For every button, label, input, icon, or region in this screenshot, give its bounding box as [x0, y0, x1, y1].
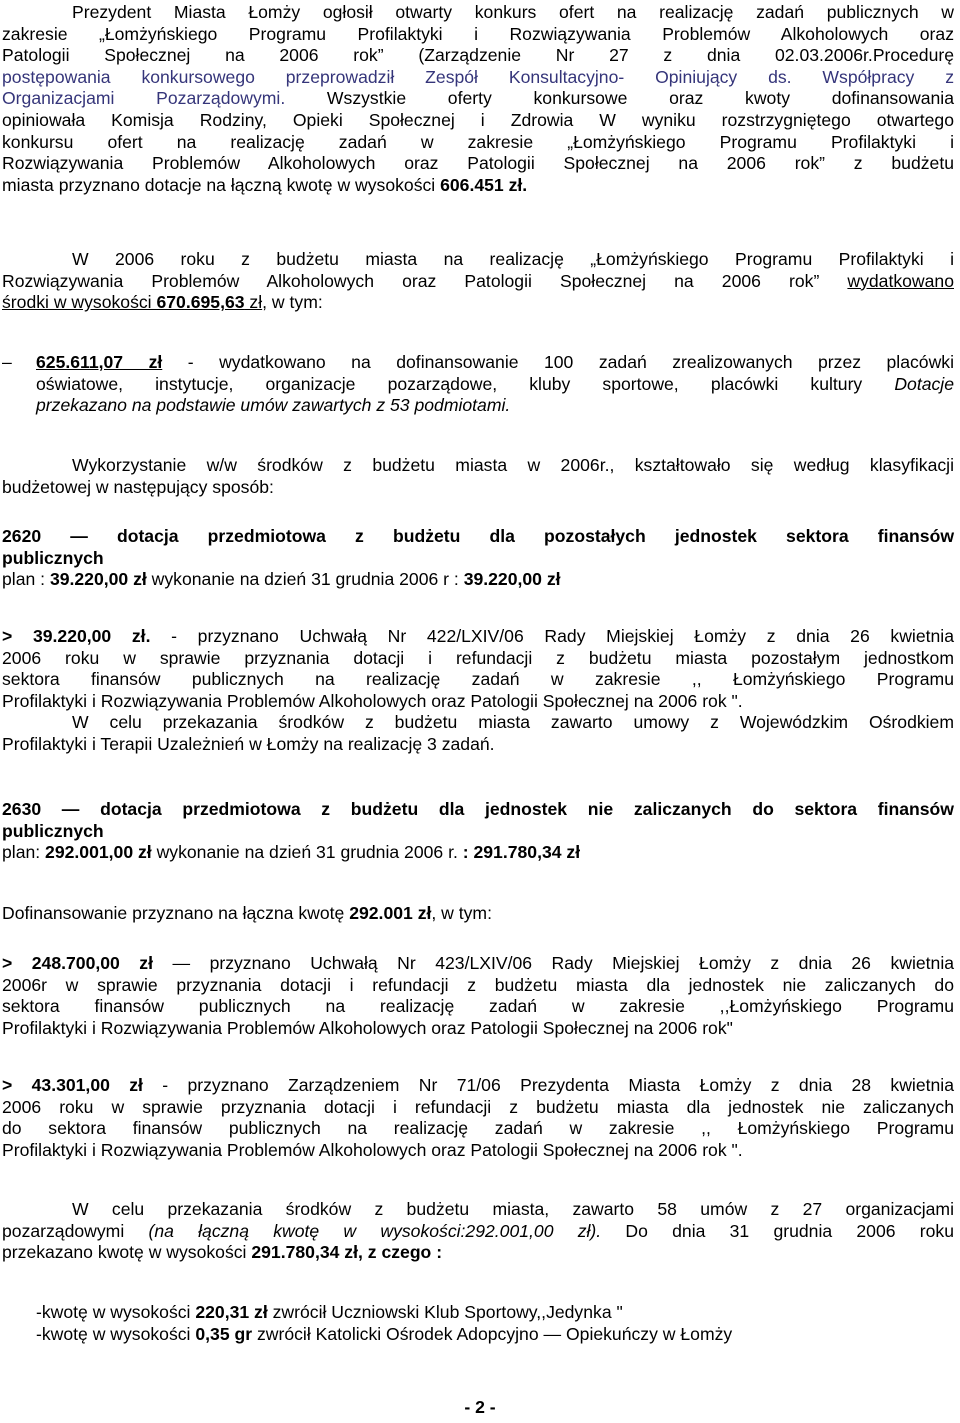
grants-line-1-text: - wydatkowano na dofinansowanie 100 zadań zrealizowanych przez placówki — [162, 352, 954, 372]
resolution-422-line-1-text: - przyznano Uchwałą Nr 422/LXIV/06 Rady Miejskiej Łomży z dnia 26 kwietnia — [150, 626, 954, 646]
refund-item-1-amount: 220,31 zł — [195, 1302, 268, 1322]
section-2630-exec-label: wykonanie na dzień 31 grudnia 2006 r. — [151, 842, 463, 863]
grants-dash: – — [2, 352, 12, 372]
intro-total-amount: 606.451 zł. — [440, 174, 528, 195]
section-2620-plan-value: 39.220,00 zł — [49, 569, 147, 590]
resolution-423-line-4: Profilaktyki i Rozwiązywania Problemów Alkoholowych oraz Patologii Społecznej na 2006 rok" — [2, 1017, 733, 1038]
resolution-423-paragraph — [2, 953, 954, 1039]
resolution-422-line-3: sektora finansów publicznych na realizację zadań w zakresie ,, Łomżyńskiego Programu — [2, 669, 954, 690]
intro-line-6: opiniowała Komisja Rodziny, Opieki Społecznej i Zdrowia W wyniku rozstrzygniętego otwartego — [2, 109, 954, 130]
section-2630-plan-value: 292.001,00 zł — [45, 842, 152, 863]
section-2630-plan-label: plan: — [2, 842, 46, 863]
section-2630-exec-value: : 291.780,34 zł — [462, 842, 581, 863]
resolution-422-amount: > 39.220,00 zł. — [2, 626, 151, 646]
section-2620-exec-value: 39.220,00 zł — [463, 569, 561, 590]
spending-paragraph — [2, 249, 954, 314]
intro-line-2: zakresie „Łomżyńskiego Programu Profilaktyki i Rozwiązywania Problemów Alkoholowych oraz — [2, 23, 954, 44]
classification-paragraph — [2, 455, 954, 498]
grants-line-2-italic: Dotacje — [894, 373, 954, 394]
page-number: - 2 - — [464, 1397, 496, 1417]
intro-line-8: Rozwiązywania Problemów Alkoholowych oraz Patologii Społecznej na 2006 rok” z budżetu — [2, 153, 954, 174]
cofinancing-text — [2, 903, 954, 925]
cofinancing-label: Dofinansowanie przyznano na łączna kwotę — [2, 903, 350, 923]
resolution-423-line-1-text: — przyznano Uchwałą Nr 423/LXIV/06 Rady Miejskiej Łomży z dnia 26 kwietnia — [153, 953, 955, 973]
spending-funds-label: środki w wysokości — [2, 292, 157, 313]
intro-line-5 — [2, 88, 954, 110]
order-71-line-1-text: - przyznano Zarządzeniem Nr 71/06 Prezydenta Miasta Łomży z dnia 28 kwietnia — [142, 1075, 954, 1095]
section-2620-exec-label: wykonanie na dzień 31 grudnia 2006 r : — [146, 569, 464, 590]
order-71-paragraph — [2, 1075, 954, 1161]
resolution-422-line-4: Profilaktyki i Rozwiązywania Problemów Alkoholowych oraz Patologii Społecznej na 2006 rok ". — [2, 690, 743, 711]
resolution-423-line-1 — [2, 953, 954, 975]
spending-spent-label: wydatkowano — [847, 270, 954, 291]
resolution-423-amount: > 248.700,00 zł — [2, 953, 153, 973]
spending-total-amount: 670.695,63 — [156, 292, 245, 313]
refund-item-1 — [36, 1302, 954, 1324]
refund-item-1-label: -kwotę w wysokości — [36, 1302, 196, 1322]
order-71-amount: > 43.301,00 zł — [2, 1075, 143, 1095]
classification-line-2: budżetowej w następujący sposób: — [2, 476, 274, 497]
grants-amount: 625.611,07 zł — [36, 352, 163, 372]
classification-line-1: Wykorzystanie w/w środków z budżetu miasta w 2006r., kształtowało się według klasyfikacji — [72, 455, 954, 475]
cofinancing-tail: , w tym: — [431, 903, 492, 923]
spending-line-3 — [2, 292, 954, 314]
section-2620-heading-cont: publicznych — [2, 547, 104, 568]
contracts-line-3-label: przekazano kwotę w wysokości — [2, 1242, 252, 1263]
refund-item-2 — [36, 1324, 954, 1346]
resolution-422-line-6: Profilaktyki i Terapii Uzależnień w Łomży na realizację 3 zadań. — [2, 733, 495, 754]
intro-line-5-organizations: Organizacjami Pozarządowymi. — [2, 88, 286, 109]
grants-line-1 — [2, 352, 954, 374]
intro-line-3: Patologii Społecznej na 2006 rok” (Zarządzenie Nr 27 z dnia 02.03.2006r.Procedurę — [2, 45, 954, 66]
spending-line-1: W 2006 roku z budżetu miasta na realizację „Łomżyńskiego Programu Profilaktyki i — [72, 249, 954, 269]
section-2620-plan-label: plan : — [2, 569, 50, 590]
refunds-list — [36, 1302, 954, 1345]
spending-currency: zł — [244, 292, 263, 313]
section-2630-plan-line — [2, 842, 954, 864]
contracts-line-3 — [2, 1242, 954, 1264]
section-2630 — [2, 799, 954, 864]
order-71-line-3: do sektora finansów publicznych na realizację zadań w zakresie ,, Łomżyńskiego Programu — [2, 1118, 954, 1139]
section-2620-heading: 2620 — dotacja przedmiotowa z budżetu dla pozostałych jednostek sektora finansów — [2, 526, 954, 546]
section-2620 — [2, 526, 954, 591]
section-2620-plan-line — [2, 569, 954, 591]
grants-line-2-text: oświatowe, instytucje, organizacje pozarządowe, kluby sportowe, placówki kultury — [36, 373, 895, 394]
contracts-line-3-value: 291.780,34 zł, z czego : — [251, 1242, 443, 1263]
spending-line-2-text: Rozwiązywania Problemów Alkoholowych oraz Patologii Społecznej na 2006 rok” — [2, 270, 848, 291]
contracts-line-2-end: Do dnia 31 grudnia 2006 roku — [601, 1220, 954, 1241]
contracts-paragraph — [2, 1199, 954, 1264]
contracts-line-2-italic: (na łączną kwotę w wysokości:292.001,00 zł). — [148, 1220, 602, 1241]
resolution-423-line-2: 2006r w sprawie przyznania dotacji i refundacji z budżetu miasta dla jednostek nie zaliczanych do — [2, 974, 954, 995]
intro-line-5-rest: Wszystkie oferty konkursowe oraz kwoty dofinansowania — [285, 88, 954, 109]
resolution-422-line-1 — [2, 626, 954, 648]
intro-total-label: miasta przyznano dotacje na łączną kwotę w wysokości — [2, 174, 441, 195]
refund-item-1-text: zwrócił Uczniowski Klub Sportowy,,Jedynka " — [267, 1302, 623, 1322]
refund-item-2-amount: 0,35 gr — [195, 1323, 253, 1344]
intro-line-4: postępowania konkursowego przeprowadził Zespół Konsultacyjno- Opiniujący ds. Współpracy z — [2, 66, 954, 87]
section-2630-heading-cont: publicznych — [2, 820, 104, 841]
order-71-line-4: Profilaktyki i Rozwiązywania Problemów Alkoholowych oraz Patologii Społecznej na 2006 rok ". — [2, 1139, 743, 1160]
resolution-423-line-3: sektora finansów publicznych na realizację zadań w zakresie ,,Łomżyńskiego Programu — [2, 996, 954, 1017]
cofinancing-line — [2, 903, 954, 925]
resolution-422-line-2: 2006 roku w sprawie przyznania dotacji i refundacji z budżetu miasta pozostałym jednostkom — [2, 647, 954, 668]
order-71-line-1 — [2, 1075, 954, 1097]
contracts-line-2-start: pozarządowymi — [2, 1220, 149, 1241]
contracts-line-1: W celu przekazania środków z budżetu miasta, zawarto 58 umów z 27 organizacjami — [72, 1199, 954, 1219]
grants-item — [2, 352, 954, 417]
intro-paragraph — [2, 2, 954, 196]
spending-line-2 — [2, 271, 954, 293]
refund-item-2-label: -kwotę w wysokości — [36, 1323, 196, 1344]
order-71-line-2: 2006 roku w sprawie przyznania dotacji i refundacji z budżetu miasta dla jednostek nie zaliczanych — [2, 1096, 954, 1117]
resolution-422-line-5: W celu przekazania środków z budżetu miasta zawarto umowy z Wojewódzkim Ośrodkiem — [72, 712, 954, 733]
contracts-line-2 — [2, 1221, 954, 1243]
intro-line-7: konkursu ofert na realizację zadań w zakresie „Łomżyńskiego Programu Profilaktyki i — [2, 131, 954, 152]
grants-line-2 — [2, 374, 954, 396]
cofinancing-value: 292.001 zł — [349, 903, 432, 923]
intro-line-9 — [2, 175, 954, 197]
resolution-422-paragraph — [2, 626, 954, 756]
refund-item-2-text: zwrócił Katolicki Ośrodek Adopcyjno — Opiekuńczy w Łomży — [252, 1323, 733, 1344]
spending-line-3-tail: , w tym: — [262, 292, 323, 313]
intro-line-1: Prezydent Miasta Łomży ogłosił otwarty konkurs ofert na realizację zadań publicznych w — [72, 2, 954, 22]
grants-line-3: przekazano na podstawie umów zawartych z 53 podmiotami. — [36, 395, 511, 416]
section-2630-heading: 2630 — dotacja przedmiotowa z budżetu dla jednostek nie zaliczanych do sektora finansów — [2, 799, 954, 819]
